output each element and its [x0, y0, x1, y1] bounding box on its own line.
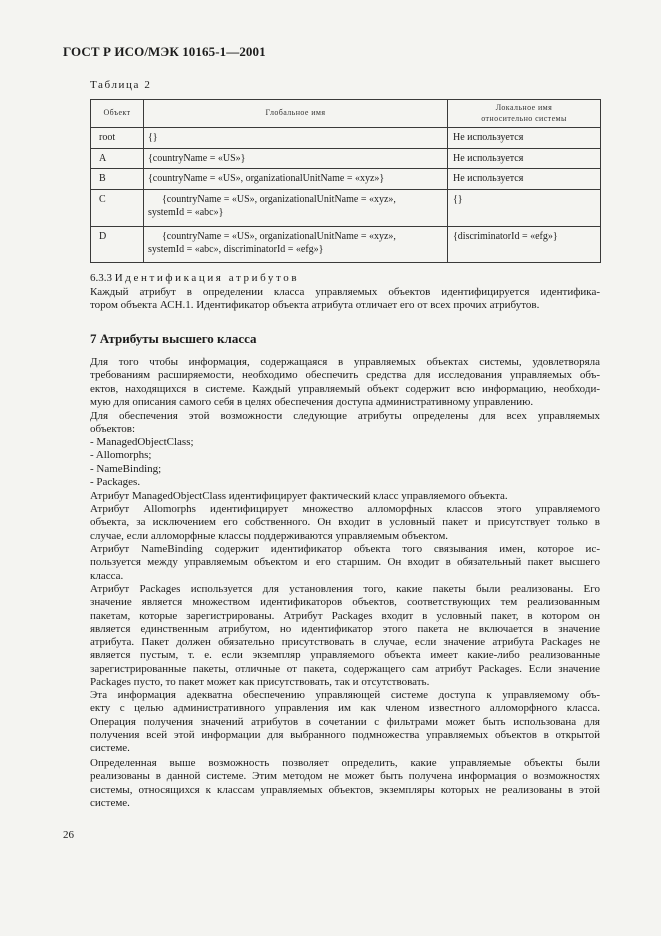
table-row [91, 226, 601, 262]
text-line: пакетам, которые зарегистрированы. Атрибут Packages входит в условный пакет, в котором он [90, 609, 600, 622]
column-header-object: Объект [91, 100, 144, 128]
column-header-local-name [448, 100, 601, 128]
cell-local-name: Не используется [448, 128, 601, 149]
page-number: 26 [63, 829, 74, 841]
text-line: Каждый атрибут в определении класса управляемых объектов идентифицируется идентифика- [90, 286, 600, 298]
text-line: тором объекта АСН.1. Идентификатор объекта атрибута отличает его от всех прочих атрибутов. [90, 299, 540, 312]
list-item: - NameBinding; [90, 462, 162, 475]
attribute-list [90, 436, 600, 489]
section-7-heading: 7 Атрибуты высшего класса [90, 331, 257, 346]
text-line: Эта информация адекватна обеспечению управляющей системе доступа к управляемому объ- [90, 689, 600, 701]
section-6-3-3-heading [90, 272, 299, 284]
cell-global-name-line: {countryName = «US», organizationalUnitName = «xyz»} [148, 173, 385, 184]
text-line: Операция получения значений атрибутов в сочетании с фильтрами может быть использована для [90, 715, 600, 728]
cell-global-name [144, 148, 448, 169]
section-title: Идентификация атрибутов [114, 272, 300, 284]
text-line: системе. [90, 742, 130, 755]
text-line: зарегистрированные пакеты, отличные от пакета, содержащего сам атрибут Packages. Если значение [90, 662, 600, 675]
table-caption: Таблица 2 [90, 79, 152, 91]
cell-global-name-line: systemId = «abc», discriminatorId = «efg»} [148, 244, 324, 255]
cell-object: C [91, 189, 144, 226]
section-7-paragraph-6 [90, 583, 600, 689]
cell-local-name: {} [448, 189, 601, 226]
cell-object: B [91, 169, 144, 190]
cell-local-name: Не используется [448, 169, 601, 190]
cell-object: root [91, 128, 144, 149]
text-line: пользуется между управляемым объектом и его старшим. Он входит в обязательный пакет высшего [90, 556, 600, 569]
text-line: ектов, находящихся в системе. Каждый управляемый объект содержит всю информацию, необходи- [90, 382, 600, 395]
cell-global-name [144, 226, 448, 262]
column-header-local-name-line1: Локальное имя [495, 102, 553, 112]
text-line: Определенная выше возможность позволяет определить, какие управляемые объекты были [90, 757, 600, 769]
cell-global-name [144, 169, 448, 190]
cell-object: D [91, 226, 144, 262]
text-line: атрибута. Пакет должен обязательно присутствовать в случае, если значение атрибута Packages не [90, 636, 600, 649]
text-line: случае, если алломорфные классы поддерживаются управляемым объектом. [90, 529, 449, 542]
section-7-paragraph-3 [90, 490, 600, 503]
text-line: является пустым, т. е. если экземпляр управляемого объекта имеет какие-либо реализованные [90, 649, 600, 662]
cell-global-name-line: {countryName = «US»} [148, 152, 246, 164]
text-line: получения всей этой информации для выбранного подмножества управляемых объектов в открытой [90, 728, 600, 741]
object-names-table [90, 99, 601, 263]
text-line: Для того чтобы информация, содержащаяся в управляемых объектах системы, удовлетворяла [90, 356, 600, 368]
cell-global-name-line: {} [148, 132, 158, 143]
section-7-paragraph-5 [90, 543, 600, 583]
text-line: системе. [90, 796, 130, 809]
cell-global-name [144, 189, 448, 226]
section-6-3-3-paragraph [90, 286, 600, 313]
text-line: является единственным атрибутом, но идентификатор этого пакета не включается в значение [90, 622, 600, 635]
text-line: класса. [90, 569, 124, 582]
column-header-global-name: Глобальное имя [144, 100, 448, 128]
text-line: Атрибут NameBinding содержит идентификатор объекта того связывания имен, которое ис- [90, 543, 600, 555]
text-line: Атрибут Packages используется для установления того, какие пакеты были реализованы. Его [90, 583, 600, 595]
table-row [91, 169, 601, 190]
list-item: - Packages. [90, 475, 141, 488]
table-row [91, 189, 601, 226]
text-line: значение является множеством идентификаторов объектов, соответствующих тем реализованным [90, 596, 600, 609]
text-line: системы, относящихся к классам управляемых объектов, экземпляры которых не реализованы в этой [90, 783, 600, 796]
text-line: объектов: [90, 423, 136, 436]
cell-local-name: Не используется [448, 148, 601, 169]
text-line: реализованы в данной системе. Этим методом не может быть получена информация о возможностях [90, 770, 600, 783]
text-line: екту с целью административного управления им как членом известного алломорфного класса. [90, 702, 600, 715]
cell-global-name-line: {countryName = «US», organizationalUnitName = «xyz», [162, 193, 396, 205]
list-item: - ManagedObjectClass; [90, 436, 194, 448]
document-standard-header: ГОСТ Р ИСО/МЭК 10165-1—2001 [63, 44, 266, 59]
cell-local-name: {discriminatorId = «efg»} [448, 226, 601, 262]
text-line: мую для описания самого себя в целях обеспечения доступа административному управлению. [90, 395, 534, 408]
table-header-row [91, 100, 601, 128]
column-header-local-name-line2: относительно системы [481, 113, 567, 123]
text-line: Для обеспечения этой возможности следующие атрибуты определены для всех управляемых [90, 410, 600, 422]
cell-global-name-line: {countryName = «US», organizationalUnitName = «xyz», [162, 230, 396, 242]
list-item: - Allomorphs; [90, 449, 152, 462]
text-line: Атрибут Allomorphs идентифицирует множество алломорфных классов этого управляемого [90, 503, 600, 515]
text-line: объекта, за исключением его собственного. Он входит в условный пакет и присутствует только в [90, 516, 600, 529]
section-7-paragraph-7 [90, 689, 600, 755]
table-row [91, 128, 601, 149]
text-line: Атрибут ManagedObjectClass идентифицирует фактический класс управляемого объекта. [90, 490, 508, 502]
cell-global-name-line: systemId = «abc»} [148, 207, 224, 218]
section-7-paragraph-4 [90, 503, 600, 543]
table-row [91, 148, 601, 169]
section-7-paragraph-2 [90, 410, 600, 437]
text-line: требованиям расширяемости, необходимо обеспечить средства для исследования управляемых объ- [90, 369, 600, 382]
cell-object: A [91, 148, 144, 169]
section-number: 6.3.3 [90, 272, 112, 284]
text-line: Packages пусто, то пакет может как присутствовать, так и отсутствовать. [90, 676, 430, 689]
section-7-paragraph-8 [90, 757, 600, 810]
cell-global-name [144, 128, 448, 149]
section-7-paragraph-1 [90, 356, 600, 409]
